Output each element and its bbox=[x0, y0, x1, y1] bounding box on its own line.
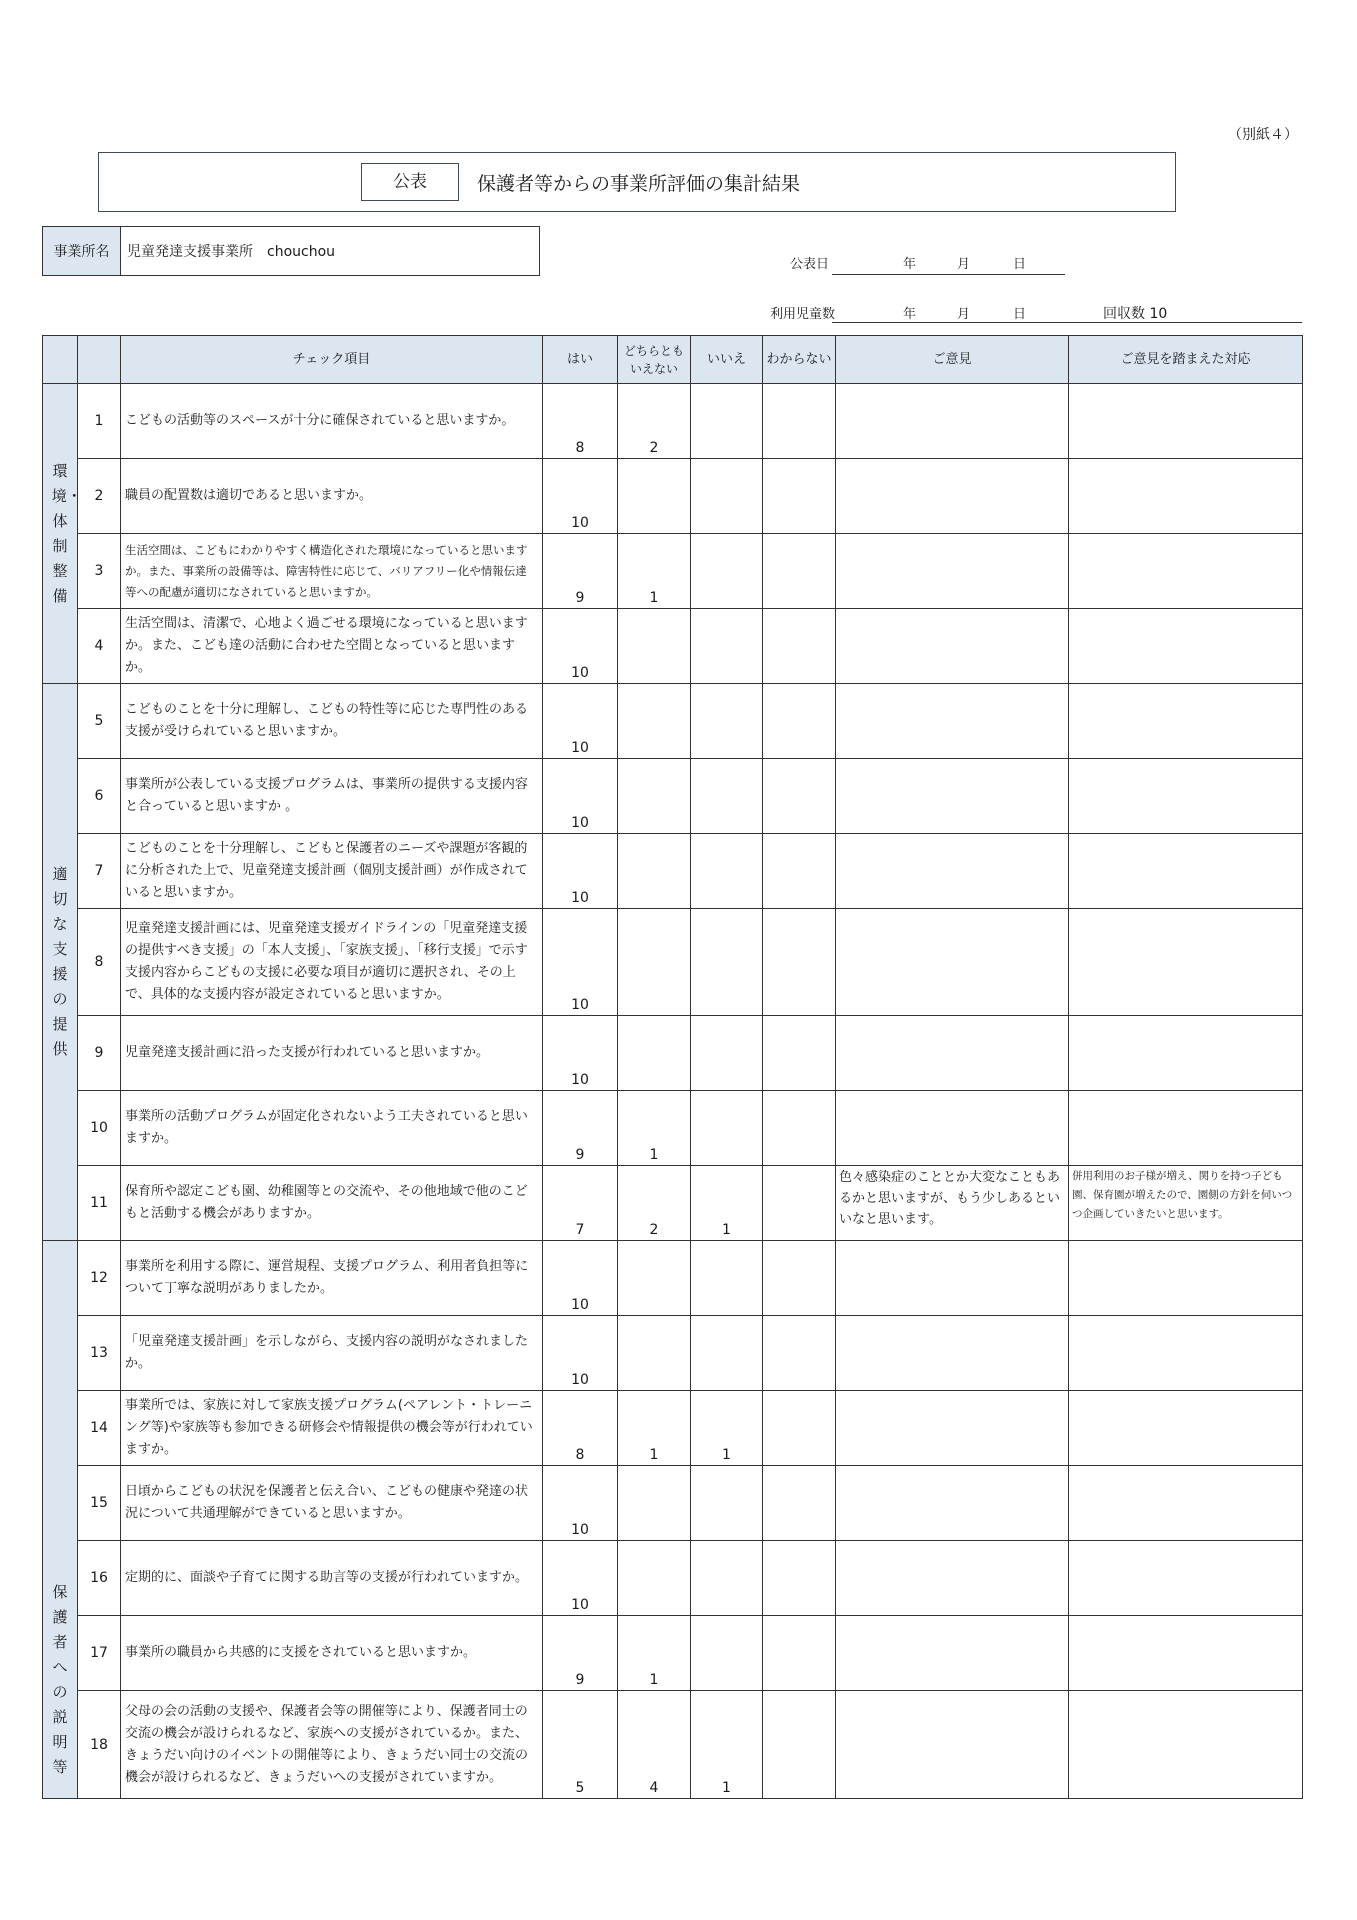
count-yes: 9 bbox=[543, 1091, 618, 1166]
count-yes: 7 bbox=[543, 1166, 618, 1241]
header-unknown: わからない bbox=[763, 336, 836, 384]
response-cell bbox=[1069, 1616, 1303, 1691]
response-cell: 併用利用のお子様が増え、関りを持つ子ども園、保育園が増えたので、園側の方針を伺いつつ企画していきたいと思います。 bbox=[1069, 1166, 1303, 1241]
pub-date-label: 公表日 bbox=[790, 257, 830, 272]
count-unknown bbox=[763, 1691, 836, 1799]
evaluation-table bbox=[42, 335, 1303, 1799]
pub-date-month: 月 bbox=[957, 257, 971, 272]
count-yes: 10 bbox=[543, 1316, 618, 1391]
count-no bbox=[691, 384, 763, 459]
count-unknown bbox=[763, 1166, 836, 1241]
count-unknown bbox=[763, 909, 836, 1016]
table-row bbox=[43, 684, 1303, 759]
page-title: 保護者等からの事業所評価の集計結果 bbox=[477, 173, 801, 195]
table-row bbox=[43, 1541, 1303, 1616]
item-number: 14 bbox=[78, 1391, 121, 1466]
item-text: 生活空間は、清潔で、心地よく過ごせる環境になっていると思いますか。また、こども達の活動に合わせた空間となっていると思いますか。 bbox=[121, 609, 543, 684]
header-number bbox=[78, 336, 121, 384]
table-row bbox=[43, 459, 1303, 534]
count-no bbox=[691, 1316, 763, 1391]
count-no bbox=[691, 834, 763, 909]
item-number: 11 bbox=[78, 1166, 121, 1241]
item-text: こどものことを十分に理解し、こどもの特性等に応じた専門性のある支援が受けられていると思いますか。 bbox=[121, 684, 543, 759]
count-no bbox=[691, 609, 763, 684]
users-month: 月 bbox=[957, 307, 971, 322]
response-cell bbox=[1069, 609, 1303, 684]
response-cell bbox=[1069, 1466, 1303, 1541]
response-cell bbox=[1069, 384, 1303, 459]
count-neither bbox=[618, 609, 691, 684]
opinion-cell bbox=[836, 384, 1069, 459]
count-unknown bbox=[763, 459, 836, 534]
table-row bbox=[43, 759, 1303, 834]
users-day: 日 bbox=[1013, 307, 1027, 322]
header-no: いいえ bbox=[691, 336, 763, 384]
count-no: 1 bbox=[691, 1691, 763, 1799]
opinion-cell bbox=[836, 1616, 1069, 1691]
count-no bbox=[691, 909, 763, 1016]
table-row bbox=[43, 1691, 1303, 1799]
response-cell bbox=[1069, 1316, 1303, 1391]
item-number: 4 bbox=[78, 609, 121, 684]
table-row bbox=[43, 384, 1303, 459]
opinion-cell bbox=[836, 1541, 1069, 1616]
item-number: 9 bbox=[78, 1016, 121, 1091]
table-row bbox=[43, 1466, 1303, 1541]
item-number: 7 bbox=[78, 834, 121, 909]
count-neither: 1 bbox=[618, 1391, 691, 1466]
count-yes: 9 bbox=[543, 534, 618, 609]
count-unknown bbox=[763, 1466, 836, 1541]
opinion-cell bbox=[836, 1016, 1069, 1091]
count-yes: 9 bbox=[543, 1616, 618, 1691]
header-neither: どちらとも いえない bbox=[618, 336, 691, 384]
count-yes: 10 bbox=[543, 909, 618, 1016]
count-neither: 1 bbox=[618, 534, 691, 609]
count-yes: 10 bbox=[543, 1241, 618, 1316]
response-cell bbox=[1069, 534, 1303, 609]
count-no bbox=[691, 1241, 763, 1316]
opinion-cell bbox=[836, 1091, 1069, 1166]
item-number: 1 bbox=[78, 384, 121, 459]
count-neither bbox=[618, 1241, 691, 1316]
category-label: 適切な支援の提供 bbox=[52, 865, 68, 1058]
item-text: 事業所が公表している支援プログラムは、事業所の提供する支援内容と合っていると思いますか 。 bbox=[121, 759, 543, 834]
table-row bbox=[43, 1391, 1303, 1466]
opinion-cell bbox=[836, 909, 1069, 1016]
count-no bbox=[691, 759, 763, 834]
opinion-cell bbox=[836, 534, 1069, 609]
count-neither bbox=[618, 759, 691, 834]
item-text: 保育所や認定こども園、幼稚園等との交流や、その他地域で他のこどもと活動する機会がありますか。 bbox=[121, 1166, 543, 1241]
response-cell bbox=[1069, 1091, 1303, 1166]
count-unknown bbox=[763, 1016, 836, 1091]
count-unknown bbox=[763, 759, 836, 834]
category-cell bbox=[43, 1241, 78, 1799]
opinion-cell: 色々感染症のこととか大変なこともあるかと思いますが、もう少しあるといいなと思います。 bbox=[836, 1166, 1069, 1241]
category-cell bbox=[43, 384, 82, 684]
count-yes: 10 bbox=[543, 1541, 618, 1616]
item-text: 事業所の職員から共感的に支援をされていると思いますか。 bbox=[121, 1616, 543, 1691]
opinion-cell bbox=[836, 834, 1069, 909]
count-yes: 10 bbox=[543, 1016, 618, 1091]
item-text: 父母の会の活動の支援や、保護者会等の開催等により、保護者同士の交流の機会が設けられるなど、家族への支援がされているか。また、きょうだい向けのイベントの開催等により、きょうだい同士の交流の機会が設けられるなど、きょうだいへの支援がされていますか。 bbox=[121, 1691, 543, 1799]
count-no bbox=[691, 459, 763, 534]
table-row bbox=[43, 1616, 1303, 1691]
count-no bbox=[691, 1541, 763, 1616]
response-cell bbox=[1069, 834, 1303, 909]
response-cell bbox=[1069, 759, 1303, 834]
category-cell bbox=[43, 684, 78, 1241]
count-no: 1 bbox=[691, 1391, 763, 1466]
item-number: 13 bbox=[78, 1316, 121, 1391]
collected-count: 回収数 10 bbox=[1103, 306, 1168, 322]
count-neither bbox=[618, 1541, 691, 1616]
table-row bbox=[43, 834, 1303, 909]
pub-date-year: 年 bbox=[903, 257, 917, 272]
header-category bbox=[43, 336, 78, 384]
opinion-cell bbox=[836, 1316, 1069, 1391]
item-text: 「児童発達支援計画」を示しながら、支援内容の説明がなされましたか。 bbox=[121, 1316, 543, 1391]
opinion-cell bbox=[836, 1466, 1069, 1541]
item-number: 6 bbox=[78, 759, 121, 834]
count-yes: 10 bbox=[543, 609, 618, 684]
table-header-row bbox=[43, 336, 1303, 384]
opinion-cell bbox=[836, 684, 1069, 759]
users-underline bbox=[832, 322, 1302, 323]
item-number: 3 bbox=[78, 534, 121, 609]
table-row bbox=[43, 609, 1303, 684]
users-year: 年 bbox=[903, 307, 917, 322]
table-row bbox=[43, 534, 1303, 609]
count-yes: 8 bbox=[543, 384, 618, 459]
pub-date-underline bbox=[832, 274, 1065, 275]
attachment-label: （別紙４） bbox=[1228, 127, 1298, 143]
count-yes: 10 bbox=[543, 759, 618, 834]
category-label: 環境・体制整備 bbox=[51, 461, 82, 605]
item-text: 児童発達支援計画に沿った支援が行われていると思いますか。 bbox=[121, 1016, 543, 1091]
count-no bbox=[691, 684, 763, 759]
response-cell bbox=[1069, 1541, 1303, 1616]
item-text: 事業所を利用する際に、運営規程、支援プログラム、利用者負担等について丁寧な説明がありましたか。 bbox=[121, 1241, 543, 1316]
item-text: 職員の配置数は適切であると思いますか。 bbox=[121, 459, 543, 534]
category-label: 保護者への説明等 bbox=[52, 1583, 68, 1776]
public-tag: 公表 bbox=[361, 163, 459, 201]
header-opinion: ご意見 bbox=[836, 336, 1069, 384]
opinion-cell bbox=[836, 1241, 1069, 1316]
header-yes: はい bbox=[543, 336, 618, 384]
item-number: 17 bbox=[78, 1616, 121, 1691]
office-box bbox=[42, 226, 540, 276]
response-cell bbox=[1069, 909, 1303, 1016]
count-no bbox=[691, 1016, 763, 1091]
item-text: こどものことを十分理解し、こどもと保護者のニーズや課題が客観的に分析された上で、児童発達支援計画（個別支援計画）が作成されていると思いますか。 bbox=[121, 834, 543, 909]
count-unknown bbox=[763, 684, 836, 759]
response-cell bbox=[1069, 684, 1303, 759]
table-row bbox=[43, 1016, 1303, 1091]
office-label: 事業所名 bbox=[43, 227, 121, 275]
table-row bbox=[43, 1091, 1303, 1166]
count-unknown bbox=[763, 1091, 836, 1166]
header-item: チェック項目 bbox=[121, 336, 543, 384]
opinion-cell bbox=[836, 759, 1069, 834]
count-yes: 10 bbox=[543, 834, 618, 909]
table-row bbox=[43, 1316, 1303, 1391]
count-neither: 1 bbox=[618, 1616, 691, 1691]
count-yes: 10 bbox=[543, 459, 618, 534]
count-unknown bbox=[763, 609, 836, 684]
count-unknown bbox=[763, 1316, 836, 1391]
count-unknown bbox=[763, 1391, 836, 1466]
table-row bbox=[43, 1166, 1303, 1241]
item-number: 5 bbox=[78, 684, 121, 759]
item-number: 12 bbox=[78, 1241, 121, 1316]
title-box bbox=[98, 152, 1176, 212]
count-unknown bbox=[763, 384, 836, 459]
count-yes: 8 bbox=[543, 1391, 618, 1466]
count-unknown bbox=[763, 1616, 836, 1691]
item-text: 定期的に、面談や子育てに関する助言等の支援が行われていますか。 bbox=[121, 1541, 543, 1616]
count-neither: 1 bbox=[618, 1091, 691, 1166]
item-number: 10 bbox=[78, 1091, 121, 1166]
header-response: ご意見を踏まえた対応 bbox=[1069, 336, 1303, 384]
item-text: 事業所では、家族に対して家族支援プログラム(ペアレント・トレーニング等)や家族等も参加できる研修会や情報提供の機会等が行われていますか。 bbox=[121, 1391, 543, 1466]
response-cell bbox=[1069, 1691, 1303, 1799]
users-label: 利用児童数 bbox=[770, 307, 836, 322]
response-cell bbox=[1069, 1016, 1303, 1091]
count-no bbox=[691, 1616, 763, 1691]
table-row bbox=[43, 1241, 1303, 1316]
count-unknown bbox=[763, 534, 836, 609]
count-no bbox=[691, 1466, 763, 1541]
item-number: 2 bbox=[78, 459, 121, 534]
count-neither: 4 bbox=[618, 1691, 691, 1799]
table-row bbox=[43, 909, 1303, 1016]
count-unknown bbox=[763, 1241, 836, 1316]
count-unknown bbox=[763, 1541, 836, 1616]
count-neither: 2 bbox=[618, 384, 691, 459]
count-no bbox=[691, 1091, 763, 1166]
opinion-cell bbox=[836, 1691, 1069, 1799]
count-yes: 5 bbox=[543, 1691, 618, 1799]
count-neither bbox=[618, 1316, 691, 1391]
count-neither bbox=[618, 909, 691, 1016]
count-neither bbox=[618, 834, 691, 909]
office-name: 児童発達支援事業所 chouchou bbox=[127, 244, 336, 260]
count-no: 1 bbox=[691, 1166, 763, 1241]
count-yes: 10 bbox=[543, 1466, 618, 1541]
item-text: 日頃からこどもの状況を保護者と伝え合い、こどもの健康や発達の状況について共通理解ができていると思いますか。 bbox=[121, 1466, 543, 1541]
response-cell bbox=[1069, 1391, 1303, 1466]
opinion-cell bbox=[836, 1391, 1069, 1466]
item-text: 児童発達支援計画には、児童発達支援ガイドラインの「児童発達支援の提供すべき支援」の「本人支援」、「家族支援」、「移行支援」で示す支援内容からこどもの支援に必要な項目が適切に選択され、その上で、具体的な支援内容が設定されていると思いますか。 bbox=[121, 909, 543, 1016]
response-cell bbox=[1069, 1241, 1303, 1316]
opinion-cell bbox=[836, 609, 1069, 684]
count-no bbox=[691, 534, 763, 609]
item-number: 8 bbox=[78, 909, 121, 1016]
item-text: こどもの活動等のスペースが十分に確保されていると思いますか。 bbox=[121, 384, 543, 459]
count-neither bbox=[618, 459, 691, 534]
count-neither bbox=[618, 1466, 691, 1541]
item-number: 18 bbox=[78, 1691, 121, 1799]
item-number: 16 bbox=[78, 1541, 121, 1616]
response-cell bbox=[1069, 459, 1303, 534]
count-yes: 10 bbox=[543, 684, 618, 759]
count-neither bbox=[618, 684, 691, 759]
item-text: 生活空間は、こどもにわかりやすく構造化された環境になっていると思いますか。また、事業所の設備等は、障害特性に応じて、バリアフリー化や情報伝達等への配慮が適切になされていると思いますか。 bbox=[121, 534, 543, 609]
opinion-cell bbox=[836, 459, 1069, 534]
item-number: 15 bbox=[78, 1466, 121, 1541]
count-neither bbox=[618, 1016, 691, 1091]
pub-date-day: 日 bbox=[1013, 257, 1027, 272]
count-neither: 2 bbox=[618, 1166, 691, 1241]
count-unknown bbox=[763, 834, 836, 909]
item-text: 事業所の活動プログラムが固定化されないよう工夫されていると思いますか。 bbox=[121, 1091, 543, 1166]
